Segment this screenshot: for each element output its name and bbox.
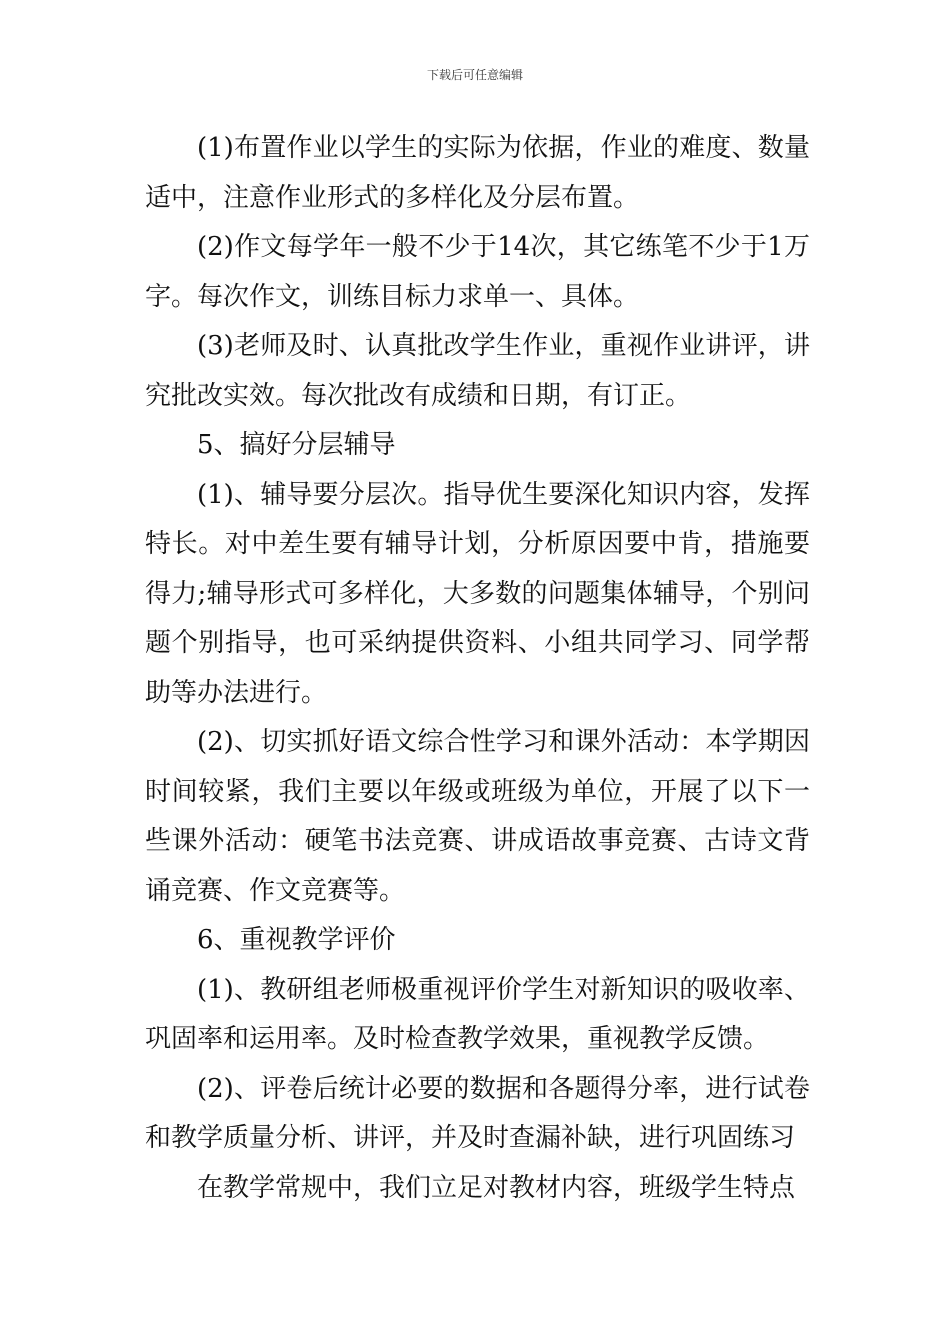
paragraph-evaluation-rates: (1)、教研组老师极重视评价学生对新知识的吸收率、巩固率和运用率。及时检查教学效果，重视教学反馈。 bbox=[145, 974, 810, 1054]
section-heading-evaluation: 6、重视教学评价 bbox=[197, 925, 396, 955]
paragraph-exam-analysis: (2)、评卷后统计必要的数据和各题得分率，进行试卷和教学质量分析、讲评，并及时查漏补缺，进行巩固练习 bbox=[145, 1073, 810, 1153]
document-body bbox=[145, 124, 810, 1213]
paragraph-homework-assignment: (1)布置作业以学生的实际为依据，作业的难度、数量适中，注意作业形式的多样化及分层布置。 bbox=[145, 133, 810, 213]
paragraph-layered-tutoring: (1)、辅导要分层次。指导优生要深化知识内容，发挥特长。对中差生要有辅导计划，分析原因要中肯，措施要得力;辅导形式可多样化，大多数的问题集体辅导，个别问题个别指导，也可采纳提供资料、小组共同学习、同学帮助等办法进行。 bbox=[145, 479, 810, 708]
paragraph-homework-grading: (3)老师及时、认真批改学生作业，重视作业讲评，讲究批改实效。每次批改有成绩和日期，有订正。 bbox=[145, 331, 810, 411]
paragraph-extracurricular: (2)、切实抓好语文综合性学习和课外活动：本学期因时间较紧，我们主要以年级或班级为单位，开展了以下一些课外活动：硬笔书法竞赛、讲成语故事竞赛、古诗文背诵竞赛、作文竞赛等。 bbox=[145, 727, 810, 906]
paragraph-teaching-routine: 在教学常规中，我们立足对教材内容，班级学生特点 bbox=[197, 1172, 796, 1203]
paragraph-composition-count: (2)作文每学年一般不少于14次，其它练笔不少于1万字。每次作文，训练目标力求单一、具体。 bbox=[145, 232, 810, 312]
section-heading-tutoring: 5、搞好分层辅导 bbox=[197, 430, 396, 460]
page-header: 下载后可任意编辑 bbox=[426, 68, 523, 82]
